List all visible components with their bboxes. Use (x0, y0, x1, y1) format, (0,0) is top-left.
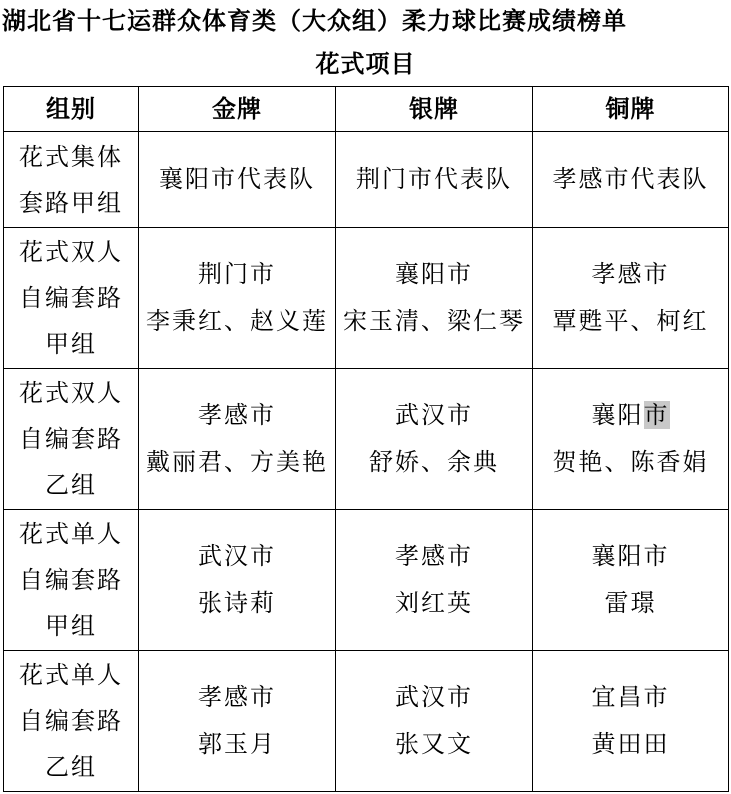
header-bronze: 铜牌 (533, 87, 729, 132)
bronze-cell (533, 510, 729, 651)
bronze-athletes: 贺艳、陈香娟 (552, 448, 709, 476)
gold-cell (139, 228, 336, 369)
silver-cell (336, 369, 533, 510)
group-line: 花式双人 (19, 379, 123, 407)
table-row (4, 369, 729, 510)
gold-city: 孝感市 (198, 683, 276, 711)
gold-cell (139, 510, 336, 651)
header-gold: 金牌 (139, 87, 336, 132)
bronze-cell (533, 228, 729, 369)
group-line: 自编套路 (19, 566, 123, 594)
silver-city: 孝感市 (395, 542, 473, 570)
bronze-athletes: 覃甦平、柯红 (552, 307, 709, 335)
group-line: 甲组 (45, 330, 97, 358)
group-cell (4, 651, 139, 792)
bronze-city (533, 392, 728, 439)
silver-cell (336, 510, 533, 651)
silver-cell (336, 651, 533, 792)
group-cell (4, 228, 139, 369)
silver-athletes: 宋玉清、梁仁琴 (343, 307, 525, 335)
group-line: 花式单人 (19, 520, 123, 548)
group-line: 自编套路 (19, 707, 123, 735)
bronze-athletes: 黄田田 (591, 730, 670, 758)
gold-city: 孝感市 (198, 401, 276, 429)
gold-cell (139, 369, 336, 510)
header-silver: 银牌 (336, 87, 533, 132)
group-cell (4, 510, 139, 651)
silver-cell (336, 132, 533, 228)
document-title: 湖北省十七运群众体育类（大众组）柔力球比赛成绩榜单 (2, 6, 627, 35)
group-line: 套路甲组 (19, 188, 123, 217)
silver-athletes: 张又文 (395, 730, 473, 758)
group-cell (4, 132, 139, 228)
header-group: 组别 (4, 87, 139, 132)
group-line: 花式单人 (19, 661, 123, 689)
gold-athletes: 戴丽君、方美艳 (146, 448, 328, 476)
gold-city: 荆门市 (198, 260, 276, 288)
group-line: 乙组 (45, 753, 97, 781)
document-subtitle: 花式项目 (315, 49, 416, 78)
table-header-row (4, 87, 729, 132)
text-selection-highlight[interactable]: 市 (643, 401, 670, 429)
group-line: 自编套路 (19, 425, 123, 453)
silver-city: 武汉市 (395, 683, 473, 711)
silver-team: 荆门市代表队 (356, 165, 512, 193)
silver-cell (336, 228, 533, 369)
bronze-city: 宜昌市 (591, 683, 670, 711)
bronze-city: 襄阳市 (591, 542, 670, 570)
group-line: 花式双人 (19, 238, 123, 266)
silver-city: 武汉市 (395, 401, 473, 429)
group-line: 乙组 (45, 471, 97, 499)
gold-athletes: 李秉红、赵义莲 (146, 307, 328, 335)
silver-city: 襄阳市 (395, 260, 473, 288)
bronze-city: 孝感市 (591, 260, 670, 288)
gold-cell (139, 132, 336, 228)
group-line: 甲组 (45, 612, 97, 640)
results-table (3, 86, 729, 792)
group-line: 自编套路 (19, 284, 123, 312)
bronze-cell (533, 651, 729, 792)
table-row (4, 510, 729, 651)
gold-athletes: 郭玉月 (198, 730, 276, 758)
table-row (4, 228, 729, 369)
bronze-cell (533, 132, 729, 228)
gold-cell (139, 651, 336, 792)
bronze-team: 孝感市代表队 (552, 165, 709, 193)
bronze-athletes: 雷璟 (604, 589, 657, 617)
table-row (4, 651, 729, 792)
silver-athletes: 舒娇、余典 (369, 448, 499, 476)
table-row (4, 132, 729, 228)
group-line: 花式集体 (19, 142, 123, 171)
gold-city: 武汉市 (198, 542, 276, 570)
gold-team: 襄阳市代表队 (159, 165, 315, 193)
silver-athletes: 刘红英 (395, 589, 473, 617)
gold-athletes: 张诗莉 (198, 589, 276, 617)
bronze-cell (533, 369, 729, 510)
bronze-city-text: 襄阳 (591, 401, 644, 429)
group-cell (4, 369, 139, 510)
